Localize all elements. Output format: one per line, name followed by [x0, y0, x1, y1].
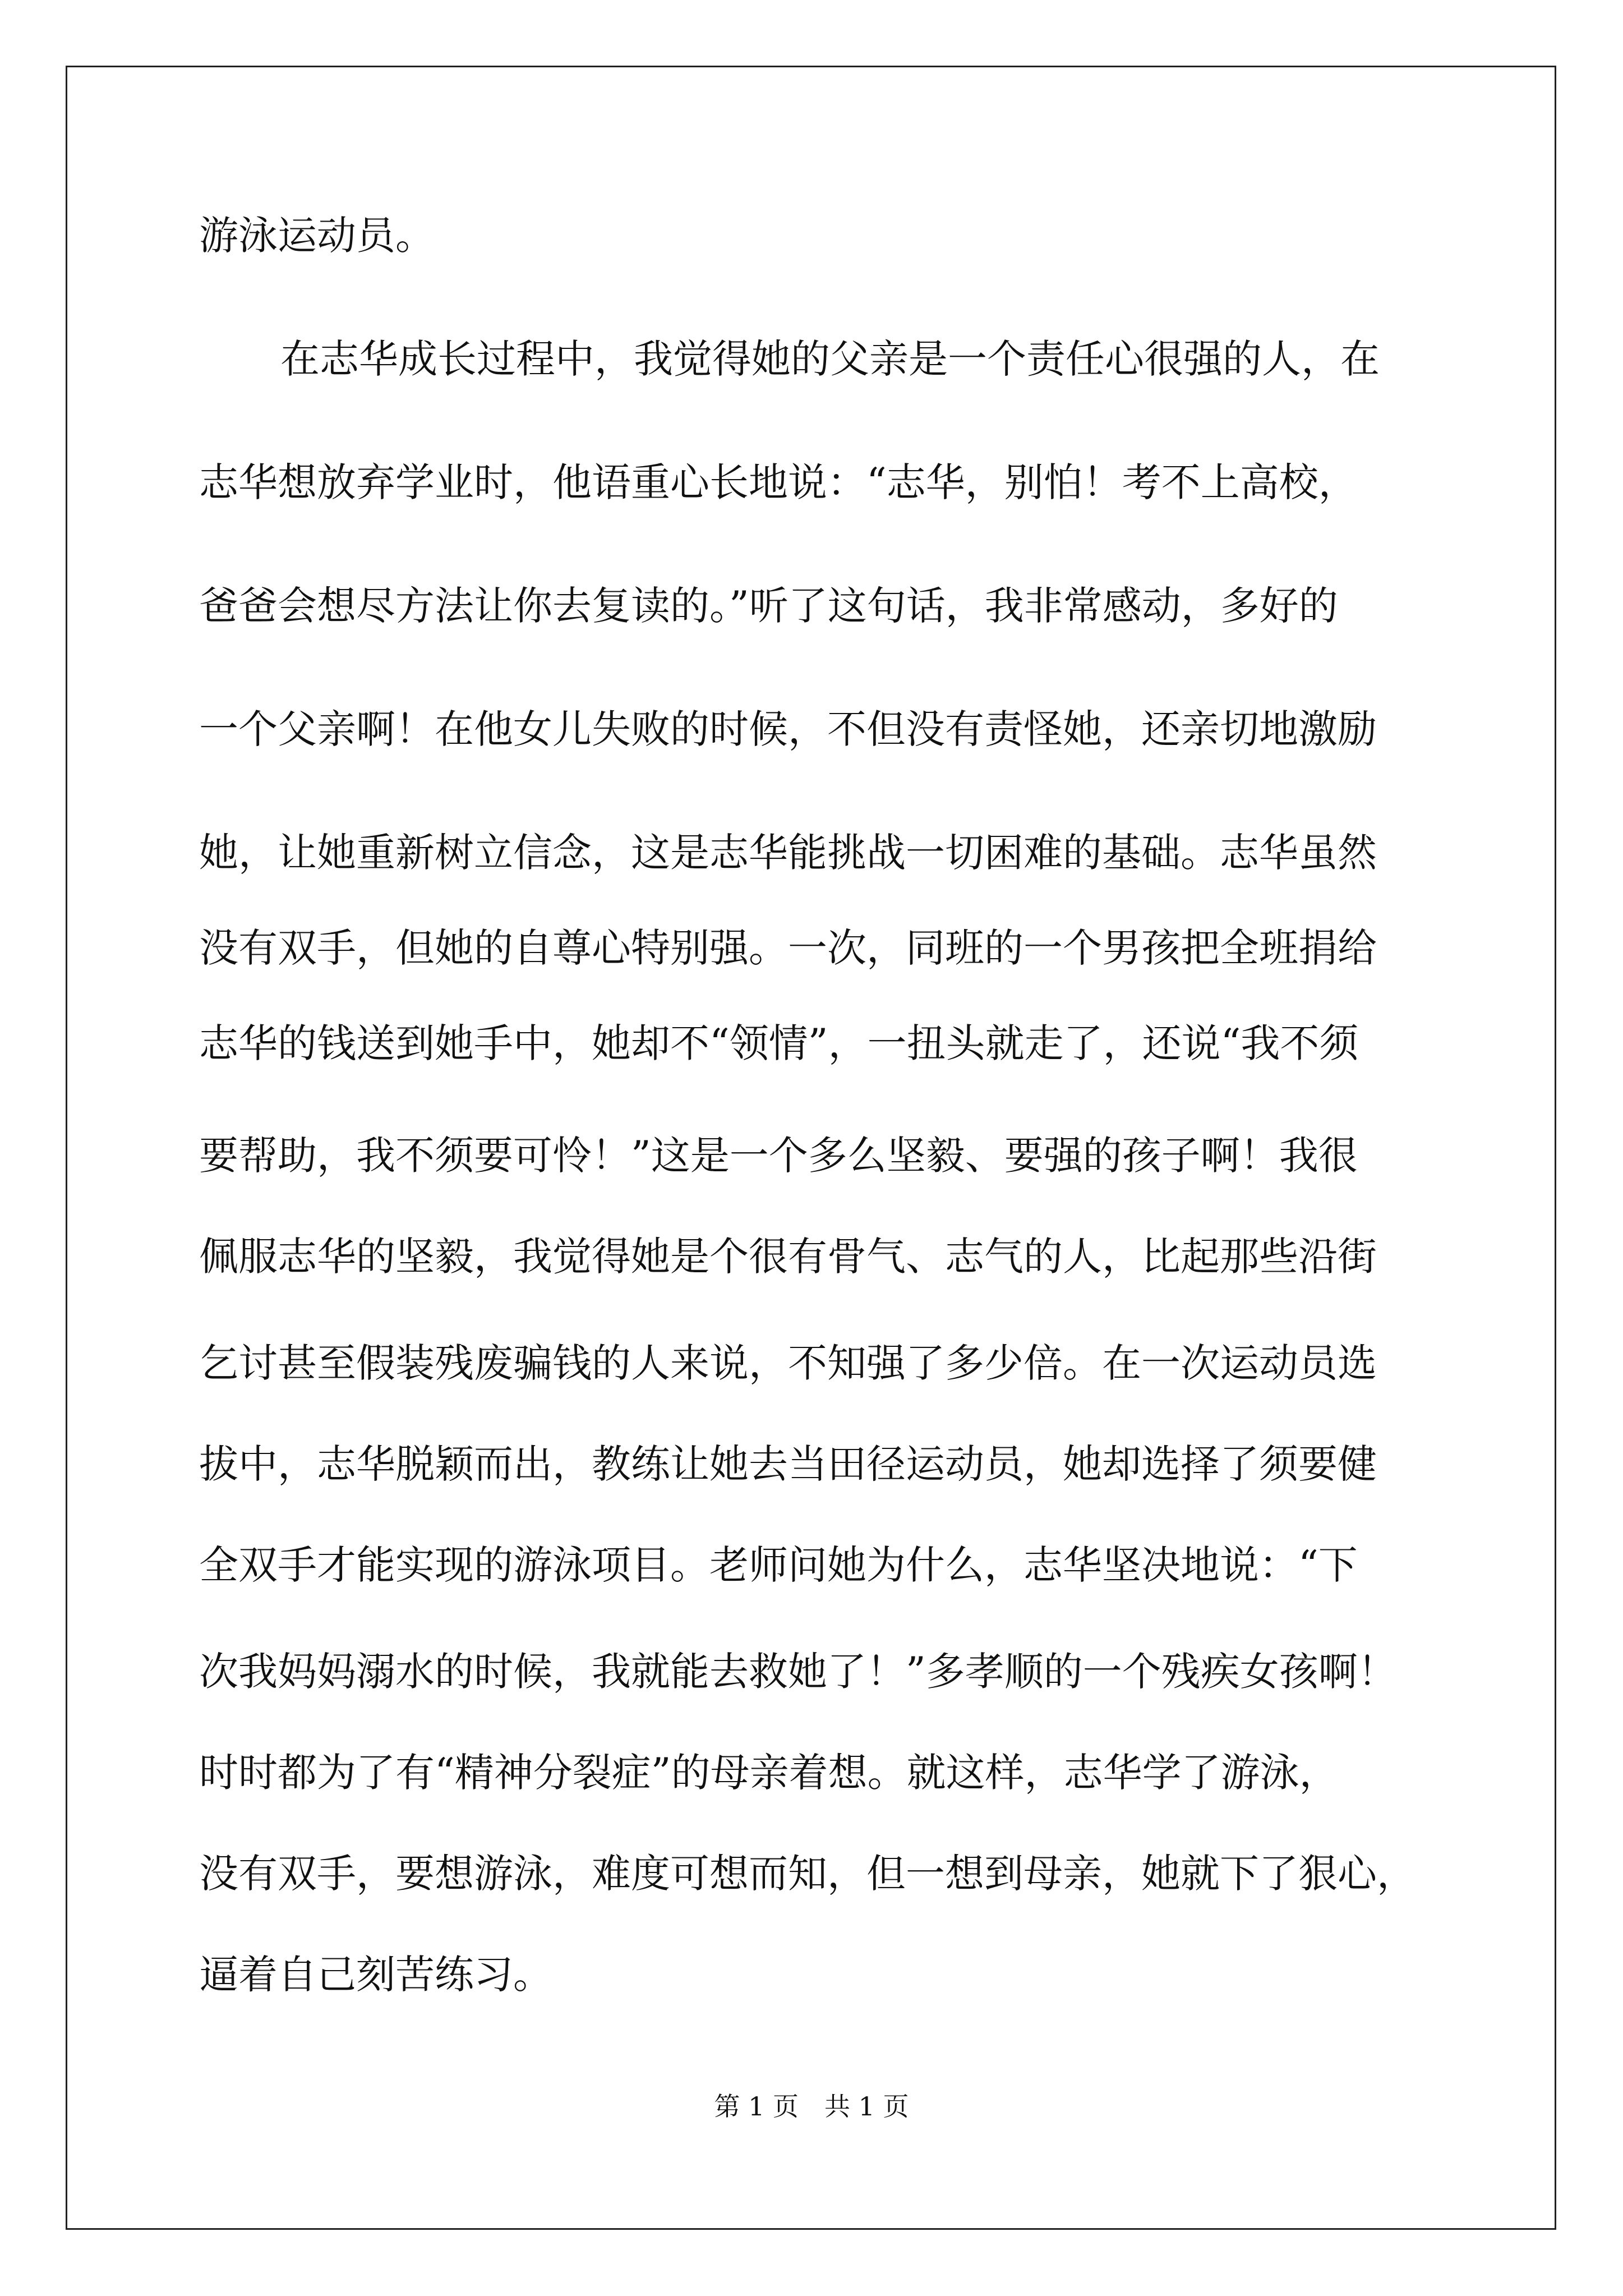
- text-line: 全双手才能实现的游泳项目。老师问她为什么，志华坚决地说：“下: [199, 1542, 1358, 1588]
- text-line: 拔中，志华脱颖而出，教练让她去当田径运动员，她却选择了须要健: [199, 1441, 1377, 1487]
- text-line: 她，让她重新树立信念，这是志华能挑战一切困难的基础。志华虽然: [199, 830, 1377, 876]
- text-line: 要帮助，我不须要可怜！”这是一个多么坚毅、要强的孩子啊！我很: [199, 1133, 1358, 1179]
- text-line: 次我妈妈溺水的时候，我就能去救她了！”多孝顺的一个残疾女孩啊！: [199, 1649, 1397, 1695]
- text-line: 一个父亲啊！在他女儿失败的时候，不但没有责怪她，还亲切地激励: [199, 706, 1377, 752]
- text-line: 乞讨甚至假装残废骗钱的人来说，不知强了多少倍。在一次运动员选: [199, 1340, 1377, 1386]
- page-number-footer: 第 1 页 共 1 页: [714, 2091, 909, 2122]
- text-line: 没有双手，要想游泳，难度可想而知，但一想到母亲，她就下了狠心，: [199, 1851, 1416, 1897]
- text-line: 志华的钱送到她手中，她却不“领情”，一扭头就走了，还说“我不须: [199, 1020, 1359, 1066]
- text-line: 爸爸会想尽方法让你去复读的。”听了这句话，我非常感动，多好的: [199, 583, 1338, 629]
- text-line: 佩服志华的坚毅，我觉得她是个很有骨气、志气的人，比起那些沿街: [199, 1234, 1377, 1280]
- text-line: 在志华成长过程中，我觉得她的父亲是一个责任心很强的人，在: [280, 336, 1380, 382]
- text-line: 没有双手，但她的自尊心特别强。一次，同班的一个男孩把全班捐给: [199, 925, 1377, 971]
- text-line: 逼着自己刻苦练习。: [199, 1952, 552, 1998]
- text-line: 志华想放弃学业时，他语重心长地说：“志华，别怕！考不上高校，: [199, 459, 1358, 505]
- text-line: 时时都为了有“精神分裂症”的母亲着想。就这样，志华学了游泳，: [199, 1750, 1339, 1796]
- text-line: 游泳运动员。: [199, 213, 435, 259]
